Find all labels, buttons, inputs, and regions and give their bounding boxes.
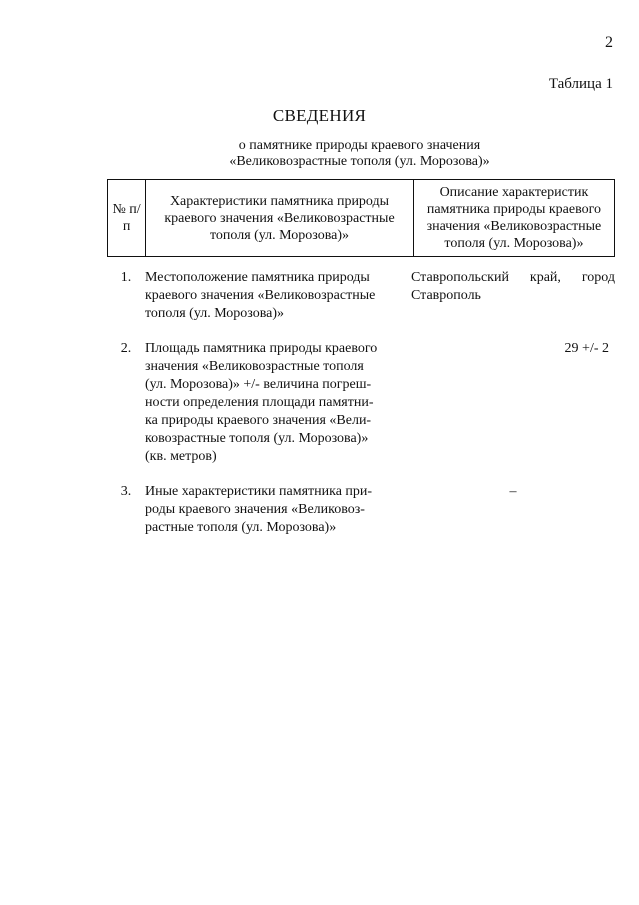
characteristic-line: растные тополя (ул. Морозова)» [145, 520, 337, 535]
characteristic-line: значения «Великовозрастные тополя [145, 359, 364, 374]
document-title: СВЕДЕНИЯ [272, 106, 367, 125]
characteristic-line: ности определения площади памятни- [145, 395, 374, 410]
characteristic-line: краевого значения «Великовозрастные [145, 288, 376, 303]
table-row [107, 483, 615, 537]
row-description: 29 +/- 2 [564, 341, 609, 356]
subtitle-line: о памятнике природы краевого значения [238, 138, 481, 153]
characteristic-line: ка природы краевого значения «Вели- [145, 413, 372, 428]
header-table [107, 179, 615, 257]
header-characteristics: Характеристики памятника природы краевого значения «Великовозрастные тополя (ул. Морозова)» [146, 180, 414, 257]
table-label: Таблица 1 [548, 76, 613, 92]
page-number: 2 [605, 34, 613, 51]
characteristic-line: роды краевого значения «Великовоз- [145, 502, 365, 517]
characteristic-line: тополя (ул. Морозова)» [145, 306, 285, 321]
characteristic-line: (кв. метров) [145, 449, 217, 464]
row-characteristic [145, 483, 403, 537]
header-description: Описание характеристик памятника природы краевого значения «Великовозрастные тополя (ул. Морозова)» [413, 180, 614, 257]
characteristic-line: Площадь памятника природы краевого [145, 341, 378, 356]
row-number: 2. [120, 341, 132, 356]
row-description: – [509, 484, 517, 499]
table-body [107, 269, 615, 554]
header-row [108, 180, 615, 257]
characteristic-line: (ул. Морозова)» +/- величина погреш- [145, 377, 372, 392]
characteristic-line: ковозрастные тополя (ул. Морозова)» [145, 431, 369, 446]
table-row [107, 269, 615, 323]
row-characteristic [145, 340, 403, 466]
row-characteristic [145, 269, 403, 323]
subtitle-line: «Великовозрастные тополя (ул. Морозова)» [229, 154, 490, 169]
header-number: № п/п [108, 180, 146, 257]
characteristic-line: Иные характеристики памятника при- [145, 484, 373, 499]
row-number: 3. [120, 484, 132, 499]
table-row [107, 340, 615, 466]
row-number: 1. [120, 270, 132, 285]
document-subtitle [0, 138, 639, 170]
row-description: Ставропольский край, город Ставрополь [411, 270, 615, 303]
characteristic-line: Местоположение памятника природы [145, 270, 370, 285]
